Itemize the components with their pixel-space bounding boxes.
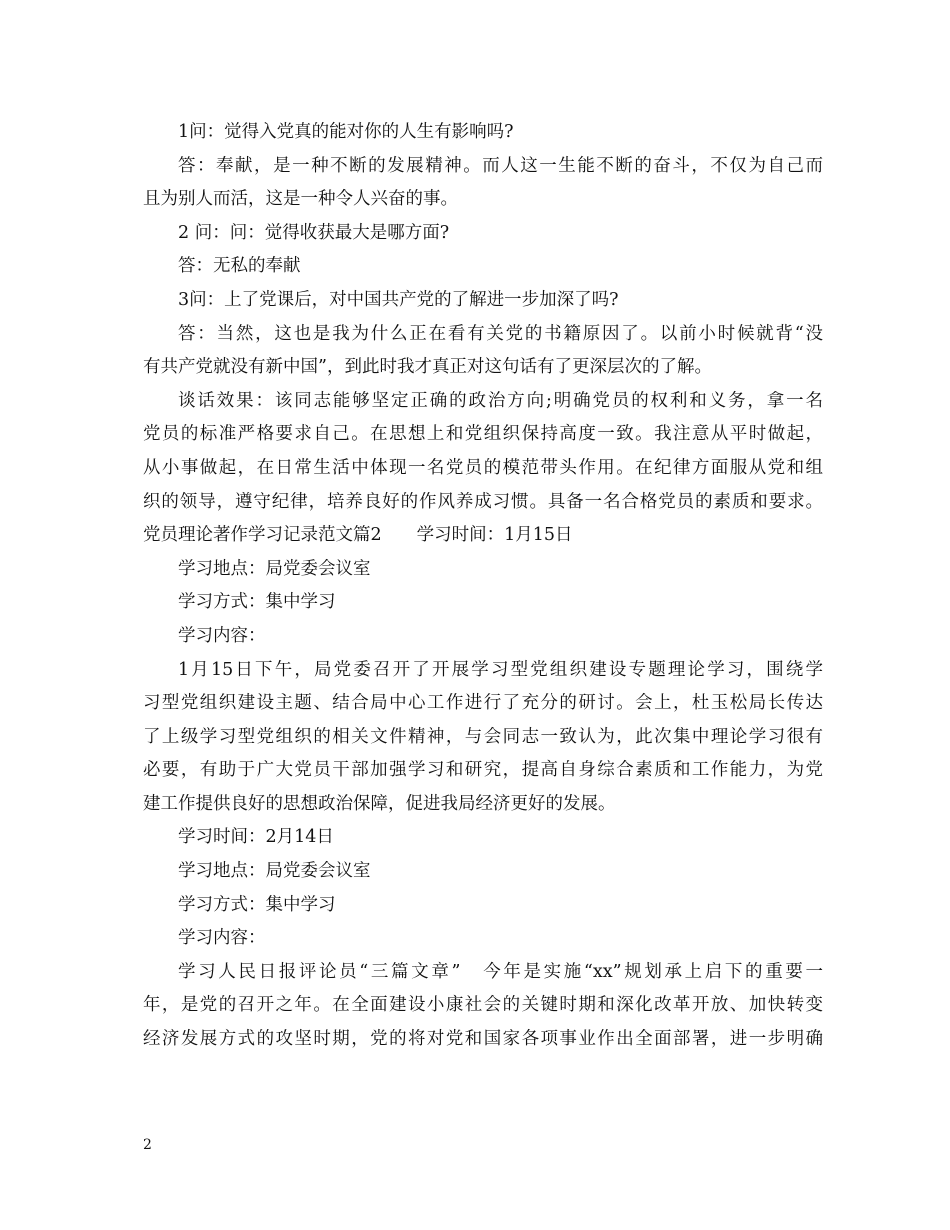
- study-time-2: 学习时间：2月14日: [178, 827, 334, 848]
- page-number: 2: [143, 1137, 152, 1153]
- study-content-label-2: 学习内容：: [178, 928, 266, 949]
- talk-effect-line-4: 织的领导，遵守纪律，培养良好的作风养成习惯。具备一名合格党员的素质和要求。: [143, 491, 823, 512]
- section-heading: 党员理论著作学习记录范文篇2 学习时间：1月15日: [143, 525, 573, 546]
- question-3: 3问：上了党课后，对中国共产党的了解进一步加深了吗?: [178, 289, 619, 310]
- study-content-2-line-1: 学习人民日报评论员“三篇文章” 今年是实施“xx”规划承上启下的重要一: [178, 961, 823, 982]
- study-content-1-line-4: 必要，有助于广大党员干部加强学习和研究，提高自身综合素质和工作能力，为党: [143, 760, 823, 781]
- answer-2: 答：无私的奉献: [178, 256, 301, 277]
- study-content-1-line-2: 习型党组织建设主题、结合局中心工作进行了充分的研讨。会上，杜玉松局长传达: [143, 693, 823, 714]
- study-method-1: 学习方式：集中学习: [178, 592, 336, 613]
- talk-effect-line-2: 党员的标准严格要求自己。在思想上和党组织保持高度一致。我注意从平时做起，: [143, 424, 823, 445]
- study-content-1-line-1: 1月15日下午，局党委召开了开展学习型党组织建设专题理论学习，围绕学: [178, 659, 823, 680]
- question-2: 2 问：问：觉得收获最大是哪方面?: [178, 222, 450, 243]
- study-method-2: 学习方式：集中学习: [178, 894, 336, 915]
- answer-1-line-2: 且为别人而活，这是一种令人兴奋的事。: [143, 189, 458, 210]
- answer-3-line-2: 有共产党就没有新中国”，到此时我才真正对这句话有了更深层次的了解。: [143, 357, 712, 378]
- talk-effect-line-3: 从小事做起，在日常生活中体现一名党员的模范带头作用。在纪律方面服从党和组: [143, 457, 823, 478]
- study-location-1: 学习地点：局党委会议室: [178, 558, 371, 579]
- study-location-2: 学习地点：局党委会议室: [178, 861, 371, 882]
- study-content-2-line-2: 年，是党的召开之年。在全面建设小康社会的关键时期和深化改革开放、加快转变: [143, 995, 823, 1016]
- study-content-1-line-3: 了上级学习型党组织的相关文件精神，与会同志一致认为，此次集中理论学习很有: [143, 726, 823, 747]
- study-content-2-line-3: 经济发展方式的攻坚时期，党的将对党和国家各项事业作出全面部署，进一步明确: [143, 1029, 823, 1050]
- question-1: 1问：觉得入党真的能对你的人生有影响吗?: [178, 122, 514, 142]
- study-content-label-1: 学习内容：: [178, 625, 266, 646]
- talk-effect-line-1: 谈话效果：该同志能够坚定正确的政治方向;明确党员的权利和义务，拿一名: [178, 390, 823, 411]
- study-content-1-line-5: 建工作提供良好的思想政治保障，促进我局经济更好的发展。: [143, 793, 616, 814]
- document-body: [143, 116, 823, 1057]
- answer-1-line-1: 答：奉献，是一种不断的发展精神。而人这一生能不断的奋斗，不仅为自己而: [178, 155, 823, 176]
- answer-3-line-1: 答：当然，这也是我为什么正在看有关党的书籍原因了。以前小时候就背“没: [178, 323, 823, 344]
